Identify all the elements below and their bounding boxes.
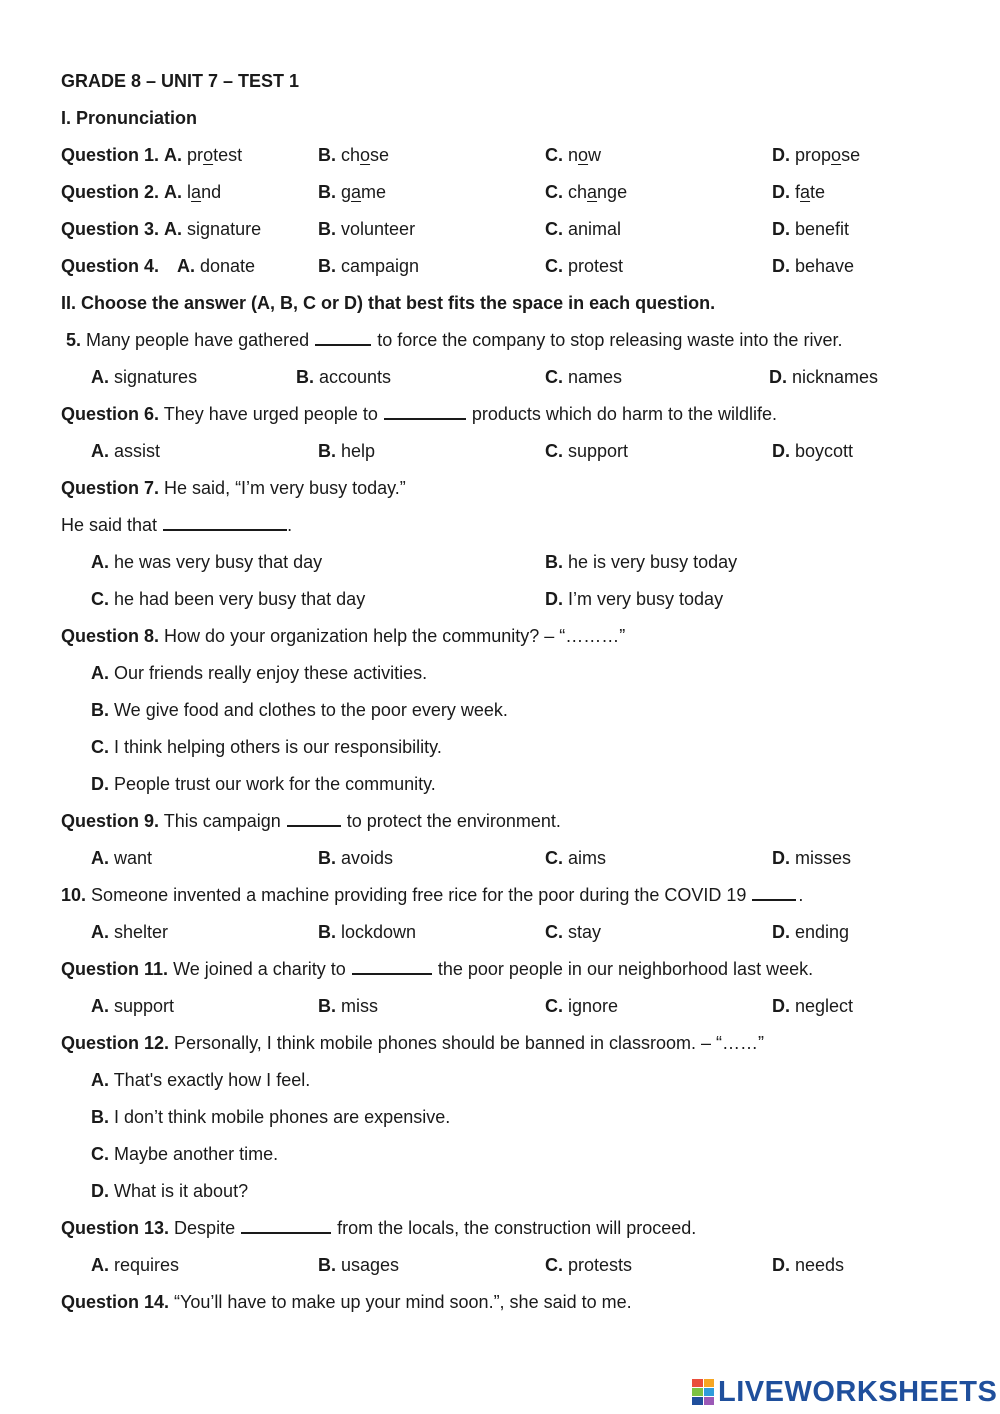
question-4-option-d[interactable] [772,255,854,277]
option-letter: B. [318,145,336,165]
option-text: propose [795,145,861,165]
question-4-option-a[interactable] [177,255,255,277]
option-text: fate [795,182,826,202]
question-label: Question 1. [61,145,160,165]
question-6-option-c[interactable]: C. support [545,441,629,461]
question-6-stem: Question 6. They have urged people to products which do harm to the wildlife. [61,404,778,424]
question-label: Question 3. [61,219,160,239]
question-13-stem: Question 13. Despite from the locals, the construction will proceed. [61,1218,697,1238]
option-letter: D. [772,256,790,276]
brand-name: LIVEWORKSHEETS [718,1375,998,1408]
option-letter: C. [545,182,563,202]
answer-blank[interactable] [315,330,371,346]
option-letter: D. [772,145,790,165]
question-11-option-d[interactable]: D. neglect [772,996,854,1016]
option-text: chose [341,145,390,165]
question-5-option-c[interactable]: C. names [545,367,623,387]
question-8-option-b[interactable]: B. We give food and clothes to the poor every week. [91,700,508,720]
option-text: benefit [795,219,850,239]
option-text: land [187,182,222,202]
page-title: GRADE 8 – UNIT 7 – TEST 1 [61,71,300,91]
question-4-option-c[interactable] [545,255,623,277]
question-8-option-a[interactable]: A. Our friends really enjoy these activities. [91,663,428,683]
question-11-option-a[interactable]: A. support [91,996,175,1016]
question-3-option-b[interactable] [318,218,415,240]
answer-blank[interactable] [384,404,466,420]
option-letter: D. [772,182,790,202]
question-5-option-a[interactable]: A. signatures [91,367,198,387]
question-9-stem: Question 9. This campaign to protect the environment. [61,811,561,831]
option-text: donate [200,256,256,276]
question-14-stem: Question 14. “You’ll have to make up your mind soon.”, she said to me. [61,1292,632,1312]
question-12-option-b[interactable]: B. I don’t think mobile phones are expensive. [91,1107,451,1127]
option-letter: A. [164,219,183,239]
question-7-option-c[interactable]: C. he had been very busy that day [91,589,366,609]
question-8-stem: Question 8. How do your organization help the community? – “………” [61,626,626,646]
question-1-option-d[interactable] [772,144,860,166]
question-1-option-b[interactable] [318,144,389,166]
option-letter: A. [177,256,195,276]
option-letter: B. [318,256,336,276]
question-3-option-d[interactable] [772,218,849,240]
option-text: signature [187,219,262,239]
option-letter: C. [545,219,563,239]
option-letter: D. [772,219,790,239]
question-11-option-b[interactable]: B. miss [318,996,379,1016]
question-13-option-a[interactable]: A. requires [91,1255,180,1275]
option-text: change [568,182,628,202]
question-5-option-b[interactable]: B. accounts [296,367,392,387]
option-letter: C. [545,256,563,276]
question-10-option-d[interactable]: D. ending [772,922,850,942]
question-9-option-d[interactable]: D. misses [772,848,852,868]
option-text: protest [568,256,624,276]
question-5-option-d[interactable]: D. nicknames [769,367,879,387]
question-7-rewrite: He said that . [61,515,293,535]
question-9-option-a[interactable]: A. want [91,848,153,868]
question-13-option-d[interactable]: D. needs [772,1255,845,1275]
question-10-stem: 10. Someone invented a machine providing free rice for the poor during the COVID 19 . [61,885,804,905]
option-text: game [341,182,387,202]
option-letter: A. [164,145,183,165]
answer-blank[interactable] [163,515,287,531]
question-6-option-b[interactable]: B. help [318,441,376,461]
question-12-option-c[interactable]: C. Maybe another time. [91,1144,279,1164]
question-7-stem: Question 7. He said, “I’m very busy today.” [61,478,406,498]
option-text: behave [795,256,855,276]
option-text: now [568,145,602,165]
question-7-option-b[interactable]: B. he is very busy today [545,552,738,572]
answer-blank[interactable] [241,1218,331,1234]
question-12-stem: Question 12. Personally, I think mobile phones should be banned in classroom. – “……” [61,1033,765,1053]
question-8-option-d[interactable]: D. People trust our work for the community. [91,774,436,794]
section-heading-pronunciation: I. Pronunciation [61,108,198,128]
answer-blank[interactable] [752,885,796,901]
question-7-option-d[interactable]: D. I’m very busy today [545,589,724,609]
question-2-option-d[interactable] [772,181,825,203]
question-label: Question 2. [61,182,160,202]
question-3-option-a[interactable] [61,218,261,240]
question-12-option-a[interactable]: A. That's exactly how I feel. [91,1070,311,1090]
option-letter: B. [318,182,336,202]
question-1-option-c[interactable] [545,144,601,166]
question-11-option-c[interactable]: C. ignore [545,996,619,1016]
question-5-stem: 5. Many people have gathered to force the company to stop releasing waste into the river. [66,330,843,350]
question-13-option-b[interactable]: B. usages [318,1255,400,1275]
question-4-label: Question 4. [61,256,160,276]
question-11-stem: Question 11. We joined a charity to the poor people in our neighborhood last week. [61,959,814,979]
question-4-option-b[interactable] [318,255,419,277]
option-text: campaign [341,256,420,276]
question-2-option-c[interactable] [545,181,627,203]
question-8-option-c[interactable]: C. I think helping others is our responsibility. [91,737,442,757]
section-heading-multiple-choice: II. Choose the answer (A, B, C or D) that best fits the space in each question. [61,293,716,313]
question-3-option-c[interactable] [545,218,621,240]
question-6-option-a[interactable]: A. assist [91,441,161,461]
question-10-option-a[interactable]: A. shelter [91,922,169,942]
liveworksheets-logo[interactable] [692,1376,997,1408]
liveworksheets-logo-icon [692,1379,714,1405]
question-12-option-d[interactable]: D. What is it about? [91,1181,249,1201]
question-13-option-c[interactable]: C. protests [545,1255,633,1275]
question-7-option-a[interactable]: A. he was very busy that day [91,552,323,572]
option-letter: B. [318,219,336,239]
answer-blank[interactable] [287,811,341,827]
option-letter: C. [545,145,563,165]
question-9-option-c[interactable]: C. aims [545,848,607,868]
question-10-option-b[interactable]: B. lockdown [318,922,417,942]
option-text: protest [187,145,243,165]
question-2-option-b[interactable] [318,181,386,203]
option-text: volunteer [341,219,416,239]
question-1-option-a[interactable] [61,144,242,166]
option-letter: A. [164,182,183,202]
answer-blank[interactable] [352,959,432,975]
question-6-option-d[interactable]: D. boycott [772,441,854,461]
question-10-option-c[interactable]: C. stay [545,922,602,942]
question-9-option-b[interactable]: B. avoids [318,848,394,868]
option-text: animal [568,219,622,239]
question-2-option-a[interactable] [61,181,221,203]
